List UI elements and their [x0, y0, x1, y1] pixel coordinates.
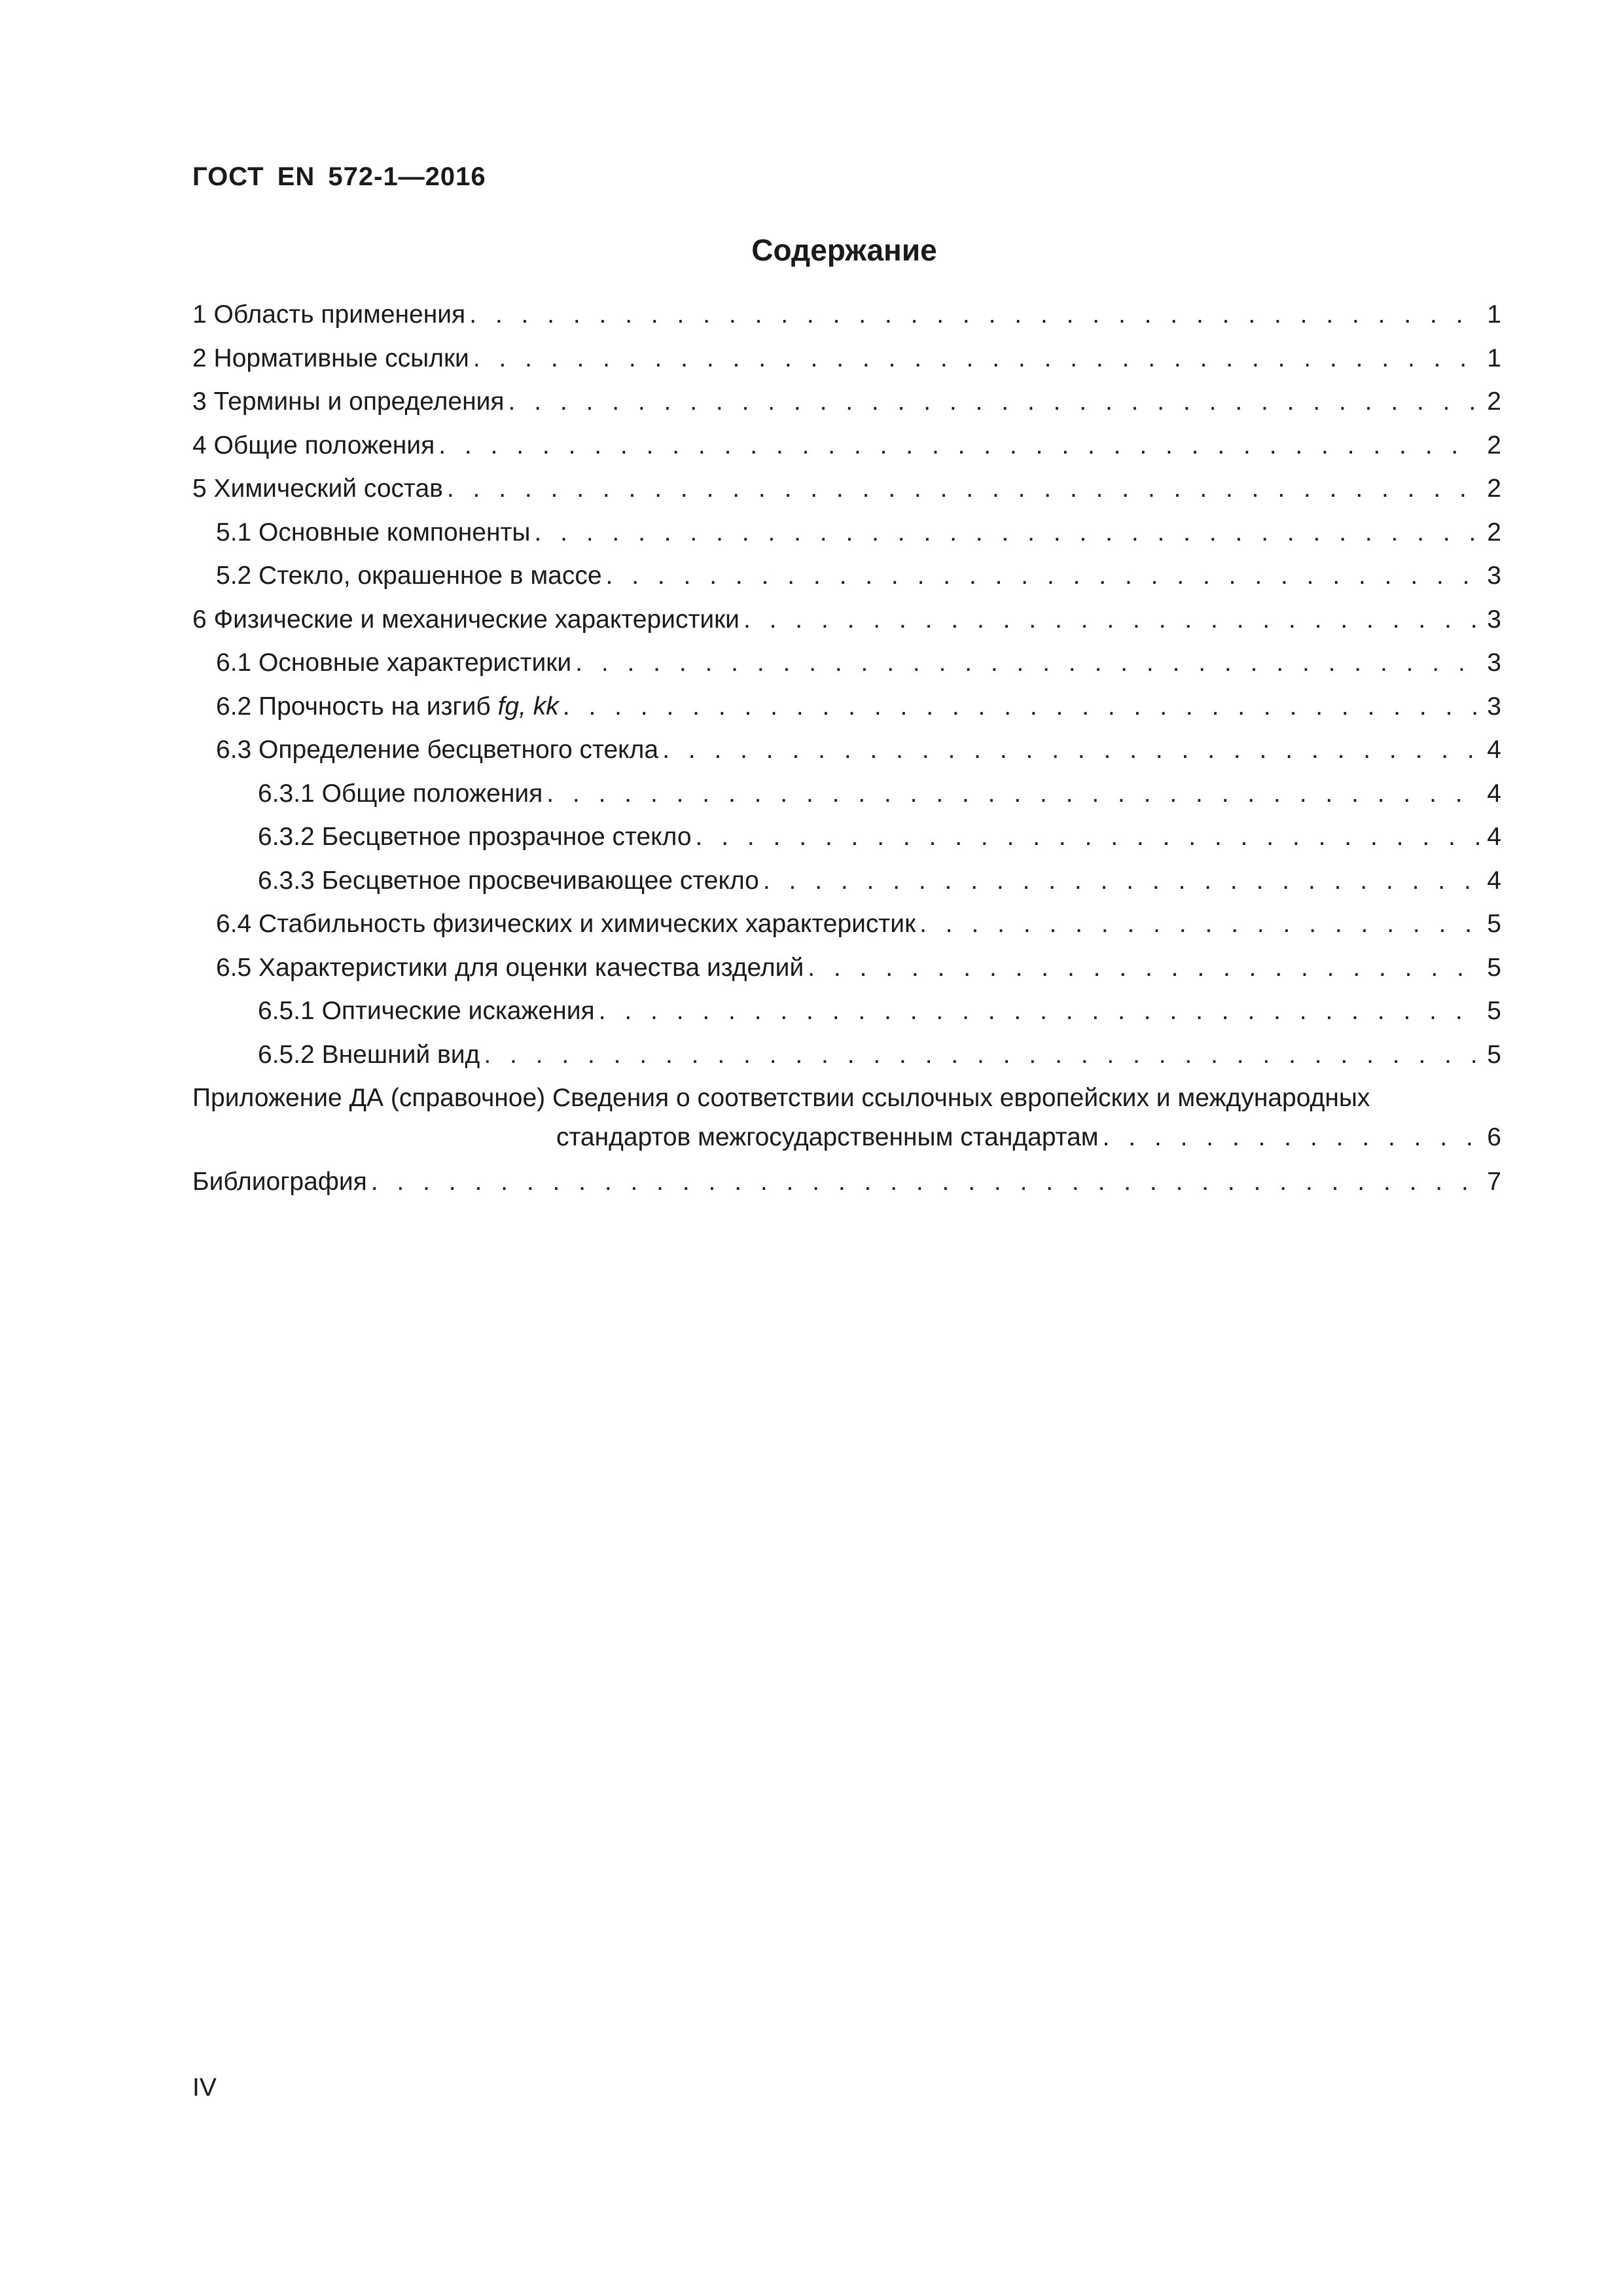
toc-entry-4[interactable] [192, 429, 1501, 473]
toc-entry-2[interactable] [192, 342, 1501, 386]
toc-entry-label: Приложение ДА (справочное) Сведения о соответствии ссылочных европейских и международных [192, 1084, 1370, 1112]
toc-entry-5[interactable] [192, 473, 1501, 516]
toc-entry-5-1[interactable] [192, 516, 1501, 560]
toc-entry-label: 6.3.2 Бесцветное прозрачное стекло [258, 823, 692, 851]
toc-entry-page: 2 [1487, 431, 1501, 459]
toc-entry-6-5-1[interactable] [192, 995, 1501, 1039]
toc-entry-page: 3 [1487, 562, 1501, 590]
dot-leader [508, 386, 1479, 418]
toc-entry-page: 3 [1487, 649, 1501, 677]
toc-entry-label: 2 Нормативные ссылки [192, 344, 469, 372]
toc-entry-label: 6.3.3 Бесцветное просвечивающее стекло [258, 866, 759, 895]
toc-entry-label: 5.1 Основные компоненты [216, 518, 531, 547]
dot-leader [575, 647, 1479, 679]
toc-entry-6-4[interactable] [192, 908, 1501, 952]
toc-title: Содержание [751, 233, 937, 267]
toc-entry-6-3[interactable] [192, 734, 1501, 778]
toc-entry-label-italic: fg, kk [497, 692, 559, 721]
toc-entry-page: 4 [1487, 866, 1501, 895]
toc-entry-page: 5 [1487, 1040, 1501, 1069]
toc-entry-label: 6.5.2 Внешний вид [258, 1040, 480, 1069]
toc-entry-label: 6.5 Характеристики для оценки качества изделий [216, 953, 804, 982]
toc-entry-page: 4 [1487, 736, 1501, 764]
toc-entry-page: 6 [1487, 1123, 1501, 1151]
dot-leader [763, 865, 1479, 897]
dot-leader [534, 516, 1479, 549]
toc-entry-page: 1 [1487, 300, 1501, 329]
toc-entry-label: 5 Химический состав [192, 475, 443, 503]
document-code: ГОСТ EN 572-1—2016 [192, 162, 486, 191]
dot-leader [371, 1166, 1479, 1198]
dot-leader [1103, 1121, 1479, 1154]
toc-entry-label-continuation: стандартов межгосударственным стандартам [556, 1123, 1099, 1151]
toc-entry-page: 3 [1487, 692, 1501, 721]
toc-entry-6-3-3[interactable] [192, 865, 1501, 908]
toc-entry-page: 4 [1487, 823, 1501, 851]
toc-entry-label [216, 691, 559, 723]
toc-entry-6[interactable] [192, 603, 1501, 647]
toc-entry-page: 7 [1487, 1168, 1501, 1196]
toc-entry-label: 3 Термины и определения [192, 387, 505, 416]
toc-entry-page: 2 [1487, 518, 1501, 547]
dot-leader [469, 298, 1479, 331]
toc-entry-continuation [192, 1121, 1501, 1154]
toc-entry-label: 6 Физические и механические характеристики [192, 605, 740, 634]
toc-entry-label: 5.2 Стекло, окрашенное в массе [216, 562, 602, 590]
dot-leader [696, 821, 1479, 853]
dot-leader [662, 734, 1479, 766]
toc-entry-label: 6.3 Определение бесцветного стекла [216, 736, 659, 764]
toc-entry-page: 4 [1487, 779, 1501, 808]
toc-entry-label: 6.3.1 Общие положения [258, 779, 543, 808]
dot-leader [606, 560, 1479, 592]
dot-leader [808, 952, 1479, 984]
dot-leader [599, 995, 1479, 1028]
page-number: IV [192, 2073, 217, 2102]
toc-entry-label: 4 Общие положения [192, 431, 435, 459]
toc-entry-6-2[interactable] [192, 691, 1501, 734]
dot-leader [563, 691, 1479, 723]
toc-entry-6-5-2[interactable] [192, 1039, 1501, 1083]
table-of-contents [192, 298, 1501, 1210]
toc-entry-page: 5 [1487, 997, 1501, 1025]
toc-entry-page: 5 [1487, 910, 1501, 938]
toc-entry-bibliography[interactable] [192, 1166, 1501, 1210]
toc-entry-6-3-2[interactable] [192, 821, 1501, 865]
toc-entry-label: 6.5.1 Оптические искажения [258, 997, 595, 1025]
toc-entry-6-5[interactable] [192, 952, 1501, 996]
toc-entry-label: 6.1 Основные характеристики [216, 649, 572, 677]
toc-entry-label: Библиография [192, 1168, 367, 1196]
toc-entry-3[interactable] [192, 386, 1501, 429]
toc-entry-page: 2 [1487, 387, 1501, 416]
toc-entry-page: 2 [1487, 475, 1501, 503]
toc-entry-6-1[interactable] [192, 647, 1501, 691]
toc-entry-page: 1 [1487, 344, 1501, 372]
dot-leader [919, 908, 1479, 941]
toc-entry-6-3-1[interactable] [192, 778, 1501, 821]
toc-entry-label: 1 Область применения [192, 300, 466, 329]
dot-leader [484, 1039, 1479, 1071]
dot-leader [447, 473, 1479, 505]
dot-leader [743, 603, 1479, 636]
dot-leader [438, 429, 1479, 462]
toc-entry-page: 3 [1487, 605, 1501, 634]
toc-entry-label-text: 6.2 Прочность на изгиб [216, 692, 498, 721]
dot-leader [473, 342, 1479, 375]
toc-entry-annex-da[interactable] [192, 1082, 1501, 1166]
dot-leader [546, 778, 1479, 810]
toc-entry-5-2[interactable] [192, 560, 1501, 603]
toc-entry-page: 5 [1487, 953, 1501, 982]
toc-entry-label: 6.4 Стабильность физических и химических характеристик [216, 910, 916, 938]
toc-entry-1[interactable] [192, 298, 1501, 342]
